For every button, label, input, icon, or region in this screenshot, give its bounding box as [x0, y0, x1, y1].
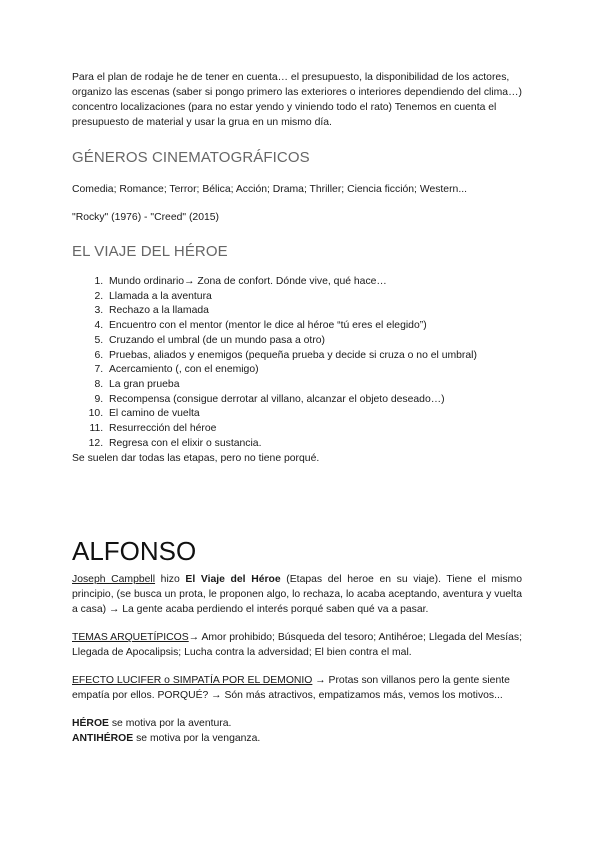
campbell-paragraph: [72, 572, 522, 617]
generos-example: "Rocky" (1976) - "Creed" (2015): [72, 212, 220, 223]
list-item: 6. Pruebas, aliados y enemigos (pequeña prueba y decide si cruza o no el umbral): [106, 349, 522, 364]
campbell-text: (Etapas del heroe en su viaje). Tiene el mismo principio, (se busca un prota, le proponen algo, lo rechaza, lo acaba aceptando, aventura y vuelta a casa) → La gente acaba perdiendo el interés porqué saben qué va a pasar.: [72, 574, 522, 616]
viaje-heading: EL VIAJE DEL HÉROE: [72, 243, 228, 260]
efecto-text: → Protas son villanos pero la gente siente empatía por ellos. PORQUÉ? → Són más atractivos, empatizamos más, vemos los motivos...: [72, 675, 510, 702]
list-item: 7. Acercamiento (, con el enemigo): [106, 363, 522, 378]
list-item: 4. Encuentro con el mentor (mentor le dice al héroe “tú eres el elegido”): [106, 319, 522, 334]
antiheroe-line: [72, 731, 522, 746]
list-item: 8. La gran prueba: [106, 378, 522, 393]
list-item: 2. Llamada a la aventura: [106, 290, 522, 305]
document-page: [72, 70, 522, 746]
list-item: 1. Mundo ordinario→ Zona de confort. Dónde vive, qué hace…: [106, 275, 522, 290]
viaje-steps-list: [72, 275, 522, 451]
generos-list: Comedia; Romance; Terror; Bélica; Acción; Drama; Thriller; Ciencia ficción; Western...: [72, 184, 467, 195]
list-item: 11. Resurrección del héroe: [106, 422, 522, 437]
list-item: 5. Cruzando el umbral (de un mundo pasa a otro): [106, 334, 522, 349]
campbell-title: El Viaje del Héroe: [185, 574, 281, 586]
antiheroe-text: se motiva por la venganza.: [133, 733, 261, 745]
heroe-line: [72, 716, 522, 731]
viaje-note: Se suelen dar todas las etapas, pero no tiene porqué.: [72, 453, 320, 465]
temas-text: → Amor prohibido; Búsqueda del tesoro; Antihéroe; Llegada del Mesías; Llegada de Apocalipsis; Lucha contra la adversidad; El bien contra el mal.: [72, 632, 522, 659]
list-item: 3. Rechazo a la llamada: [106, 304, 522, 319]
alfonso-heading: ALFONSO: [72, 536, 197, 567]
efecto-paragraph: [72, 673, 522, 703]
antiheroe-label: ANTIHÉROE: [72, 733, 134, 745]
campbell-verb: hizo: [155, 574, 186, 586]
heroe-label: HÉROE: [72, 718, 109, 730]
efecto-label: EFECTO LUCIFER o SIMPATÍA POR EL DEMONIO: [72, 675, 313, 687]
intro-paragraph: Para el plan de rodaje he de tener en cuenta… el presupuesto, la disponibilidad de los actores, organizo las escenas (saber si pongo primero las exteriores o interiores dependiendo del clima…) concentro localizaciones (para no estar yendo y viniendo todo el rato) Tenemos en cuenta el presupuesto de material y usar la grua en un mismo día.: [72, 72, 522, 128]
list-item: 12. Regresa con el elixir o sustancia.: [106, 437, 522, 452]
list-item: 9. Recompensa (consigue derrotar al villano, alcanzar el objeto deseado…): [106, 393, 522, 408]
list-item: 10. El camino de vuelta: [106, 407, 522, 422]
temas-label: TEMAS ARQUETÍPICOS: [72, 632, 189, 644]
campbell-name: Joseph Campbell: [72, 574, 156, 586]
heroe-text: se motiva por la aventura.: [108, 718, 232, 730]
temas-paragraph: [72, 630, 522, 660]
generos-heading: GÉNEROS CINEMATOGRÁFICOS: [72, 149, 310, 166]
